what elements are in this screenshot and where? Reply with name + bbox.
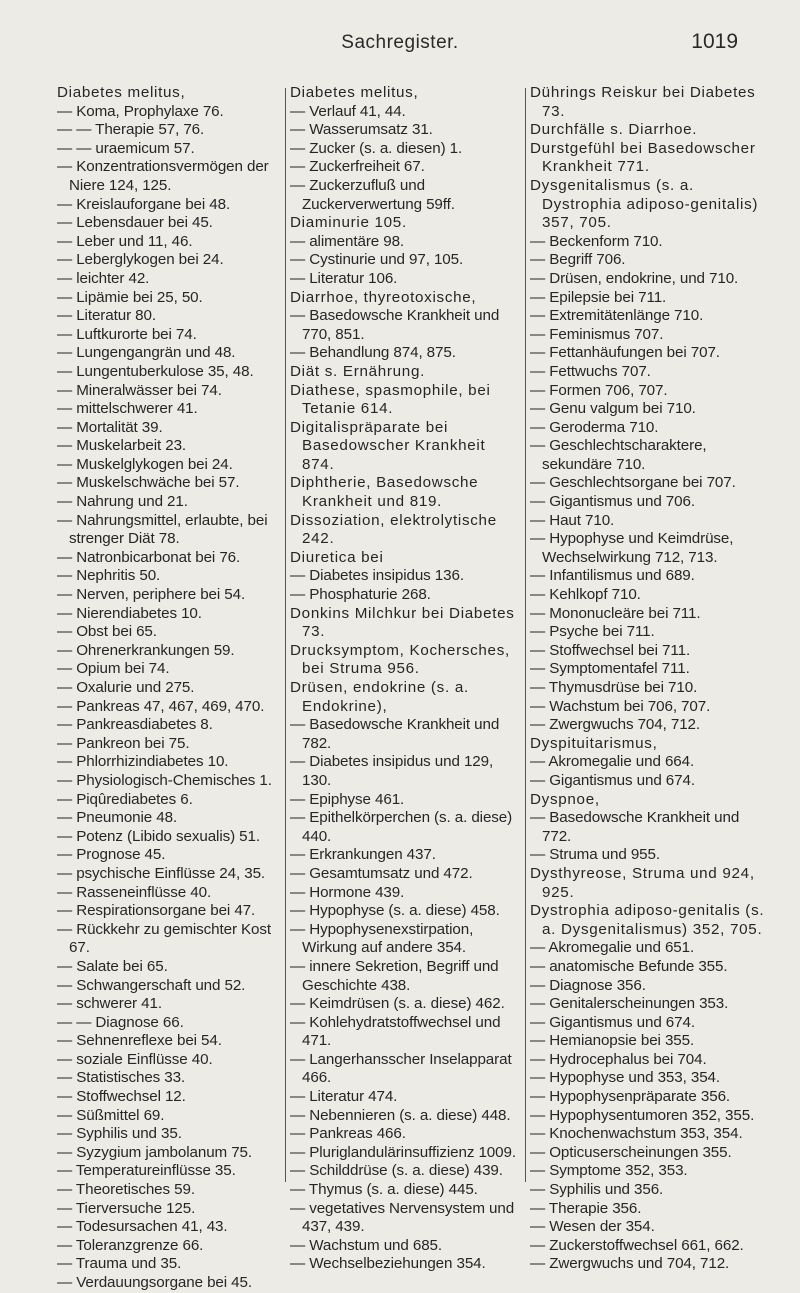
- index-entry: — Potenz (Libido sexualis) 51.: [57, 827, 260, 845]
- index-entry: — Zuckerfreiheit 67.: [290, 158, 425, 176]
- index-entry: — Piqûrediabetes 6.: [57, 790, 193, 808]
- index-entry: — Begriff 706.: [530, 251, 626, 269]
- index-entry: — Temperatureinflüsse 35.: [57, 1162, 236, 1180]
- index-entry: — Zuckerstoffwechsel 661, 662.: [530, 1236, 744, 1254]
- index-heading: Diarrhoe, thyreotoxische,: [290, 288, 477, 306]
- index-heading: Digitalispräparate bei Basedowscher Krankheit 874.: [290, 418, 486, 473]
- index-entry: — Hypophysentumoren 352, 355.: [530, 1106, 755, 1124]
- index-entry: — Tierversuche 125.: [57, 1199, 196, 1217]
- index-entry: — Phosphaturie 268.: [290, 586, 431, 604]
- index-entry: — soziale Einflüsse 40.: [57, 1050, 213, 1068]
- index-entry: — Trauma und 35.: [57, 1255, 182, 1273]
- index-entry: — Opium bei 74.: [57, 660, 170, 678]
- index-entry: — Pankreon bei 75.: [57, 734, 190, 752]
- index-entry: — Natronbicarbonat bei 76.: [57, 548, 241, 566]
- index-column-1: [57, 84, 281, 1291]
- index-entry: — Schilddrüse (s. a. diese) 439.: [290, 1162, 503, 1180]
- index-entry: — Epithelkörperchen (s. a. diese) 440.: [290, 809, 513, 845]
- index-entry: — Feminismus 707.: [530, 325, 664, 343]
- index-entry: — Statistisches 33.: [57, 1069, 186, 1087]
- index-entry: — Genitalerscheinungen 353.: [530, 995, 729, 1013]
- index-entry: — Hypophyse und 353, 354.: [530, 1069, 721, 1087]
- index-entry: — Basedowsche Krankheit und 772.: [530, 809, 740, 845]
- index-entry: — Infantilismus und 689.: [530, 567, 695, 585]
- index-entry: — Akromegalie und 651.: [530, 939, 695, 957]
- index-entry: — alimentäre 98.: [290, 232, 405, 250]
- index-heading: Dührings Reiskur bei Diabetes 73.: [530, 84, 756, 120]
- index-heading: Dyspituitarismus,: [530, 734, 658, 752]
- index-heading: Diphtherie, Basedowsche Krankheit und 819.: [290, 474, 479, 511]
- column-divider: [285, 88, 286, 1182]
- index-entry: — Thymusdrüse bei 710.: [530, 679, 698, 696]
- index-entry: — Wasserumsatz 31.: [290, 121, 433, 139]
- index-heading: Diabetes melitus,: [290, 84, 419, 101]
- column-divider: [525, 88, 526, 1182]
- index-entry: — Kreislauforgane bei 48.: [57, 195, 231, 213]
- index-entry: — Muskelarbeit 23.: [57, 437, 187, 455]
- index-entry: — Toleranzgrenze 66.: [57, 1236, 204, 1254]
- index-entry: — Nierendiabetes 10.: [57, 604, 202, 622]
- index-heading: Dissoziation, elektrolytische 242.: [290, 511, 497, 548]
- index-entry: — Ohrenerkrankungen 59.: [57, 641, 235, 659]
- index-entry: — Koma, Prophylaxe 76.: [57, 102, 224, 120]
- index-entry: — Gigantismus und 674.: [530, 771, 695, 789]
- index-entry: — Symptomentafel 711.: [530, 660, 690, 678]
- index-entry: — Gigantismus und 674.: [530, 1013, 695, 1031]
- index-entry: — Wechselbeziehungen 354.: [290, 1255, 486, 1273]
- index-heading: Dyspnoe,: [530, 790, 600, 808]
- index-entry: — Pankreasdiabetes 8.: [57, 716, 213, 734]
- index-heading: Diaminurie 105.: [290, 214, 407, 232]
- index-entry: — Theoretisches 59.: [57, 1181, 195, 1199]
- index-entry: — Thymus (s. a. diese) 445.: [290, 1181, 478, 1199]
- index-entry: — Schwangerschaft und 52.: [57, 976, 246, 994]
- index-entry: — Diagnose 356.: [530, 976, 646, 994]
- index-entry: — Basedowsche Krankheit und 770, 851.: [290, 307, 500, 343]
- index-entry: — Lungengangrän und 48.: [57, 344, 236, 362]
- index-entry: — Behandlung 874, 875.: [290, 344, 456, 362]
- index-entry: — Opticuserscheinungen 355.: [530, 1143, 732, 1161]
- index-entry: — Gigantismus und 706.: [530, 493, 695, 511]
- index-entry: — Fettanhäufungen bei 707.: [530, 344, 720, 362]
- index-heading: Drucksymptom, Kochersches, bei Struma 956.: [290, 641, 510, 678]
- index-entry: — Syphilis und 35.: [57, 1125, 182, 1143]
- index-entry: — Nahrung und 21.: [57, 493, 188, 511]
- index-entry: — Literatur 474.: [290, 1088, 398, 1106]
- index-entry: — Respirationsorgane bei 47.: [57, 902, 256, 920]
- index-entry: — Literatur 80.: [57, 307, 156, 325]
- index-entry: — Akromegalie und 664.: [530, 753, 695, 771]
- index-entry: — psychische Einflüsse 24, 35.: [57, 864, 266, 882]
- index-entry: — Wachstum und 685.: [290, 1236, 443, 1254]
- index-entry: — Nebennieren (s. a. diese) 448.: [290, 1106, 511, 1124]
- index-entry: — Syphilis und 356.: [530, 1181, 664, 1199]
- index-entry: — Geroderma 710.: [530, 418, 659, 436]
- index-entry: — Leber und 11, 46.: [57, 232, 193, 250]
- index-entry: — Kohlehydratstoffwechsel und 471.: [290, 1013, 501, 1050]
- index-entry: — Pneumonie 48.: [57, 809, 178, 827]
- index-entry: — Muskelschwäche bei 57.: [57, 474, 240, 492]
- index-heading: Dysthyreose, Struma und 924, 925.: [530, 864, 755, 901]
- index-entry: — Literatur 106.: [290, 269, 398, 287]
- index-entry: — Psyche bei 711.: [530, 623, 655, 641]
- index-entry: — Erkrankungen 437.: [290, 846, 436, 864]
- index-entry: — Hypophysenexstirpation, Wirkung auf andere 354.: [290, 920, 474, 957]
- index-entry: — Extremitätenlänge 710.: [530, 307, 704, 325]
- index-entry: — Therapie 356.: [530, 1199, 642, 1217]
- index-entry: — Hypophysenpräparate 356.: [530, 1088, 731, 1106]
- index-entry: — Zwergwuchs 704, 712.: [530, 716, 701, 734]
- page-number: 1019: [691, 30, 738, 53]
- index-heading: Dystrophia adiposo-genitalis (s. a. Dysgenitalismus) 352, 705.: [530, 902, 765, 938]
- index-entry: — Hemianopsie bei 355.: [530, 1032, 695, 1050]
- index-entry: — Lipämie bei 25, 50.: [57, 288, 203, 306]
- index-entry: — Knochenwachstum 353, 354.: [530, 1125, 743, 1143]
- index-entry: — Konzentrationsvermögen der Niere 124, 125.: [57, 158, 269, 194]
- index-entry: — Salate bei 65.: [57, 957, 168, 975]
- index-entry: — Prognose 45.: [57, 846, 166, 864]
- index-entry: — Diabetes insipidus und 129, 130.: [290, 753, 494, 789]
- index-entry: — — uraemicum 57.: [57, 139, 195, 157]
- index-entry: — anatomische Befunde 355.: [530, 957, 728, 975]
- running-title: Sachregister.: [341, 32, 459, 53]
- index-heading: Durchfälle s. Diarrhoe.: [530, 121, 698, 139]
- index-heading: Donkins Milchkur bei Diabetes 73.: [290, 604, 515, 641]
- index-entry: — Luftkurorte bei 74.: [57, 325, 197, 343]
- index-entry: — — Therapie 57, 76.: [57, 121, 205, 139]
- index-entry: — Haut 710.: [530, 511, 615, 529]
- index-entry: — Hypophyse (s. a. diese) 458.: [290, 902, 500, 920]
- index-columns: [57, 84, 769, 1291]
- index-heading: Diät s. Ernährung.: [290, 362, 426, 380]
- index-entry: — Lebensdauer bei 45.: [57, 214, 213, 232]
- index-entry: — Stoffwechsel 12.: [57, 1088, 186, 1106]
- index-entry: — Hormone 439.: [290, 883, 405, 901]
- index-entry: — Basedowsche Krankheit und 782.: [290, 716, 500, 752]
- index-entry: — Zucker (s. a. diesen) 1.: [290, 139, 463, 157]
- index-entry: — Oxalurie und 275.: [57, 679, 195, 696]
- index-heading: Drüsen, endokrine (s. a. Endokrine),: [290, 679, 469, 715]
- index-entry: — Nerven, periphere bei 54.: [57, 586, 246, 604]
- index-entry: — Symptome 352, 353.: [530, 1162, 688, 1180]
- index-entry: — Sehnenreflexe bei 54.: [57, 1032, 222, 1050]
- index-entry: — Diabetes insipidus 136.: [290, 567, 464, 585]
- index-entry: — Stoffwechsel bei 711.: [530, 641, 691, 659]
- index-entry: — Kehlkopf 710.: [530, 586, 641, 604]
- index-entry: — Lungentuberkulose 35, 48.: [57, 362, 254, 380]
- index-entry: — Obst bei 65.: [57, 623, 157, 641]
- index-entry: — Pluriglandulärinsuffizienz 1009.: [290, 1143, 516, 1161]
- index-entry: — Formen 706, 707.: [530, 381, 668, 399]
- index-entry: — Mortalität 39.: [57, 418, 163, 436]
- index-entry: — Zwergwuchs und 704, 712.: [530, 1255, 730, 1273]
- index-entry: — mittelschwerer 41.: [57, 400, 198, 418]
- index-entry: — Zuckerzufluß und Zuckerverwertung 59ff.: [290, 176, 455, 213]
- index-entry: — Syzygium jambolanum 75.: [57, 1143, 253, 1161]
- index-heading: Durstgefühl bei Basedowscher Krankheit 771.: [530, 139, 756, 176]
- index-entry: — leichter 42.: [57, 269, 150, 287]
- index-entry: — Cystinurie und 97, 105.: [290, 251, 464, 269]
- index-entry: — Nahrungsmittel, erlaubte, bei strenger Diät 78.: [57, 511, 268, 548]
- index-entry: — Hydrocephalus bei 704.: [530, 1050, 707, 1068]
- index-entry: — Verdauungsorgane bei 45.: [57, 1274, 252, 1291]
- index-entry: — Geschlechtscharaktere, sekundäre 710.: [530, 437, 707, 473]
- index-entry: — Nephritis 50.: [57, 567, 161, 585]
- index-heading: Diathese, spasmophile, bei Tetanie 614.: [290, 381, 491, 418]
- index-entry: — Rasseneinflüsse 40.: [57, 883, 212, 901]
- index-entry: — Pankreas 47, 467, 469, 470.: [57, 697, 265, 715]
- index-entry: — Rückkehr zu gemischter Kost 67.: [57, 920, 272, 957]
- index-entry: — Keimdrüsen (s. a. diese) 462.: [290, 995, 505, 1013]
- index-entry: — Muskelglykogen bei 24.: [57, 455, 233, 473]
- index-entry: — Süßmittel 69.: [57, 1106, 165, 1124]
- index-entry: — Physiologisch-Chemisches 1.: [57, 771, 272, 789]
- index-heading: Diuretica bei: [290, 548, 384, 566]
- index-column-3: [530, 84, 768, 1273]
- index-heading: Dysgenitalismus (s. a. Dystrophia adiposo-genitalis) 357, 705.: [530, 176, 759, 232]
- index-entry: — Mineralwässer bei 74.: [57, 381, 222, 399]
- index-entry: — Wachstum bei 706, 707.: [530, 697, 711, 715]
- index-entry: — Langerhansscher Inselapparat 466.: [290, 1050, 512, 1087]
- index-entry: — Epilepsie bei 711.: [530, 288, 667, 306]
- index-entry: — innere Sekretion, Begriff und Geschichte 438.: [290, 957, 499, 994]
- index-entry: — Epiphyse 461.: [290, 790, 405, 808]
- index-column-2: [290, 84, 522, 1273]
- index-entry: — Gesamtumsatz und 472.: [290, 864, 473, 882]
- index-entry: — Leberglykogen bei 24.: [57, 251, 224, 269]
- index-entry: — Mononucleäre bei 711.: [530, 604, 701, 622]
- index-heading: Diabetes melitus,: [57, 84, 186, 101]
- index-entry: — Drüsen, endokrine, und 710.: [530, 269, 739, 287]
- index-entry: — Fettwuchs 707.: [530, 362, 651, 380]
- index-entry: — Verlauf 41, 44.: [290, 102, 406, 120]
- index-entry: — Pankreas 466.: [290, 1125, 406, 1143]
- index-entry: — — Diagnose 66.: [57, 1013, 184, 1031]
- index-entry: — Phlorrhizindiabetes 10.: [57, 753, 229, 771]
- index-entry: — schwerer 41.: [57, 995, 162, 1013]
- index-entry: — Todesursachen 41, 43.: [57, 1218, 228, 1236]
- index-entry: — Beckenform 710.: [530, 232, 663, 250]
- index-entry: — Geschlechtsorgane bei 707.: [530, 474, 736, 492]
- index-entry: — Struma und 955.: [530, 846, 660, 864]
- index-entry: — Genu valgum bei 710.: [530, 400, 696, 418]
- page-header: [0, 30, 800, 66]
- index-entry: — vegetatives Nervensystem und 437, 439.: [290, 1199, 515, 1236]
- index-entry: — Hypophyse und Keimdrüse, Wechselwirkung 712, 713.: [530, 530, 734, 566]
- index-entry: — Wesen der 354.: [530, 1218, 655, 1236]
